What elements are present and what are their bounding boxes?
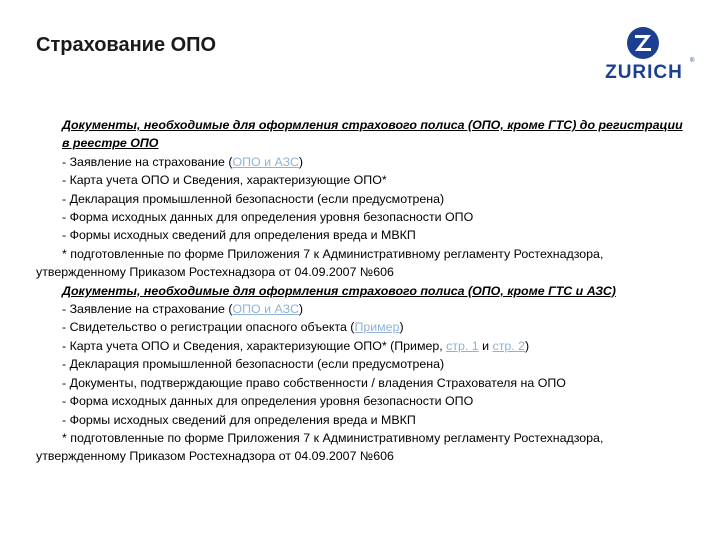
list-item: - Карта учета ОПО и Сведения, характеризующие ОПО* (Пример, стр. 1 и стр. 2) xyxy=(62,338,530,353)
slide-title: Страхование ОПО xyxy=(36,34,217,56)
list-item: - Декларация промышленной безопасности (если предусмотрена) xyxy=(62,357,445,372)
list-item: - Форма исходных данных для определения уровня безопасности ОПО xyxy=(62,394,474,409)
zurich-wordmark: ZURICH xyxy=(605,62,683,83)
list-item: - Формы исходных сведений для определения вреда и МВКП xyxy=(62,412,416,427)
link-example[interactable]: Пример xyxy=(354,320,400,335)
section1-heading: Документы, необходимые для оформления страхового полиса (ОПО, кроме ГТС) до регистрации в реестре ОПО xyxy=(62,118,683,151)
list-item: - Документы, подтверждающие право собственности / владения Страхователя на ОПО xyxy=(62,375,566,390)
list-item: - Декларация промышленной безопасности (если предусмотрена) xyxy=(62,191,445,206)
link-opo-azs[interactable]: ОПО и АЗС xyxy=(232,302,299,317)
zurich-emblem-icon xyxy=(626,26,660,60)
footnote: * подготовленные по форме Приложения 7 к Административному регламенту Ростехнадзора, xyxy=(62,246,604,261)
link-page-1[interactable]: стр. 1 xyxy=(446,338,479,353)
list-item: - Карта учета ОПО и Сведения, характеризующие ОПО* xyxy=(62,173,387,188)
list-item: - Заявление на страхование (ОПО и АЗС) xyxy=(62,154,304,169)
list-item: - Формы исходных сведений для определения вреда и МВКП xyxy=(62,228,416,243)
footnote-continued: утвержденному Приказом Ростехнадзора от 04.09.2007 №606 xyxy=(36,449,394,464)
footnote-continued: утвержденному Приказом Ростехнадзора от 04.09.2007 №606 xyxy=(36,265,394,280)
footnote: * подготовленные по форме Приложения 7 к Административному регламенту Ростехнадзора, xyxy=(62,430,604,445)
document-body xyxy=(36,116,688,466)
section2-heading: Документы, необходимые для оформления страхового полиса (ОПО, кроме ГТС и АЗС) xyxy=(62,283,616,298)
link-opo-azs[interactable]: ОПО и АЗС xyxy=(232,154,299,169)
list-item: - Заявление на страхование (ОПО и АЗС) xyxy=(62,302,304,317)
link-page-2[interactable]: стр. 2 xyxy=(492,338,526,353)
registered-mark: ® xyxy=(690,58,695,64)
zurich-logo xyxy=(598,26,696,82)
list-item: - Форма исходных данных для определения уровня безопасности ОПО xyxy=(62,210,474,225)
list-item: - Свидетельство о регистрации опасного объекта (Пример) xyxy=(62,320,404,335)
